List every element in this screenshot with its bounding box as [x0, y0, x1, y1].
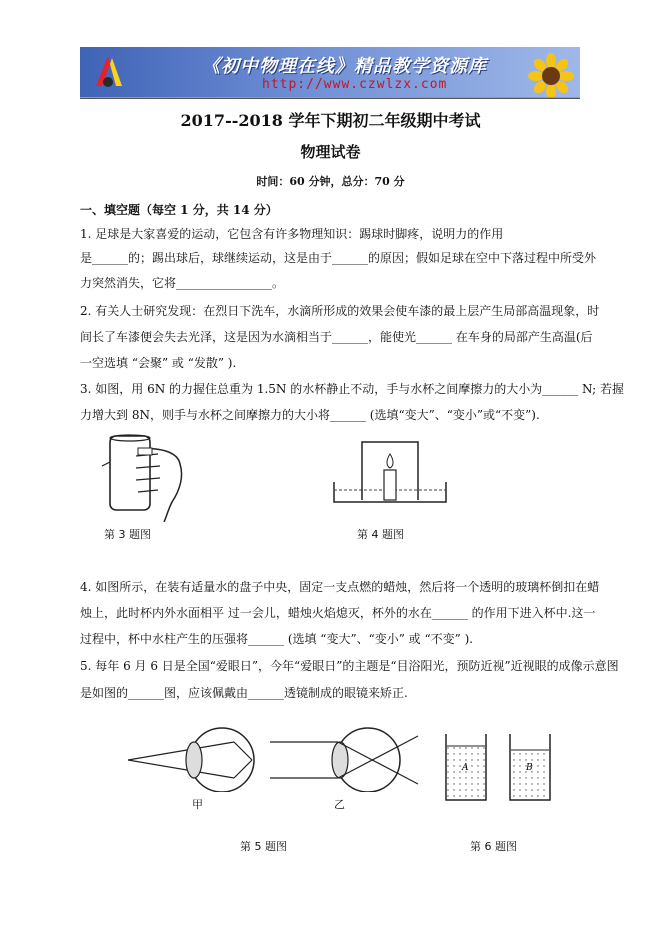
- text-line: 4. 如图所示，在装有适量水的盘子中央，固定一支点燃的蜡烛，然后将一个透明的玻璃杯倒扣在蜡: [80, 580, 600, 594]
- exam-title: 2017--2018 学年下期初二年级期中考试: [180, 111, 481, 130]
- text-line: 一空选填 “会聚” 或 “发散” ).: [80, 356, 237, 370]
- section-heading: 一、填空题（每空 1 分，共 14 分）: [80, 203, 278, 217]
- logo-icon: [88, 52, 128, 92]
- text-line: 力突然消失，它将________________。: [80, 276, 285, 290]
- caption-fig3: 第 3 题图: [104, 528, 151, 541]
- figure-5-eye-jia: [124, 722, 276, 792]
- beaker-b-label: B: [526, 763, 533, 773]
- text-line: 过程中，杯中水柱产生的压强将______ (选填 “变大”、“变小” 或 “不变” ).: [80, 632, 474, 646]
- caption-eye-yi: 乙: [334, 798, 345, 811]
- header-rule: [80, 98, 580, 99]
- text-line: 力增大到 8N，则手与水杯之间摩擦力的大小将______ (选填“变大”、“变小”或“不变”).: [80, 408, 540, 422]
- figure-5-eye-yi: [268, 722, 428, 792]
- figure-6-beakers: [440, 728, 555, 806]
- banner-title: 《初中物理在线》精品教学资源库: [202, 56, 487, 77]
- text-line: 是______的；踢出球后，球继续运动，这是由于______的原因；假如足球在空中下落过程中所受外: [80, 251, 597, 265]
- caption-eye-jia: 甲: [192, 798, 203, 811]
- text-line: 烛上，此时杯内外水面相平 过一会儿，蜡烛火焰熄灭，杯外的水在______ 的作用下进入杯中.这一: [80, 606, 596, 620]
- caption-fig4: 第 4 题图: [357, 528, 404, 541]
- sunflower-icon: [528, 53, 574, 98]
- text-line: 3. 如图，用 6N 的力握住总重为 1.5N 的水杯静止不动，手与水杯之间摩擦力的大小为______ N; 若握: [80, 382, 624, 396]
- beaker-a-label: A: [462, 763, 469, 773]
- text-line: 2. 有关人士研究发现：在烈日下洗车，水滴所形成的效果会使车漆的最上层产生局部高温现象，时: [80, 304, 600, 318]
- text-line: 是如图的______图，应该佩戴由______透镜制成的眼镜来矫正.: [80, 686, 408, 700]
- text-line: 1. 足球是大家喜爱的运动，它包含有许多物理知识：踢球时脚疼，说明力的作用: [80, 227, 504, 241]
- text-line: 5. 每年 6 月 6 日是全国“爱眼日”，今年“爱眼日”的主题是“目浴阳光，预防近视”近视眼的成像示意图: [80, 659, 619, 673]
- header-banner: [80, 47, 580, 98]
- exam-subject: 物理试卷: [300, 143, 361, 161]
- exam-meta: 时间：60 分钟，总分：70 分: [256, 175, 405, 188]
- banner-url: http://www.czwlzx.com: [262, 77, 448, 92]
- figure-4-candle-glass: [330, 436, 450, 506]
- caption-fig5: 第 5 题图: [240, 840, 287, 853]
- text-line: 间长了车漆便会失去光泽，这是因为水滴相当于______，能使光______ 在车身的局部产生高温(后: [80, 330, 593, 344]
- figure-3-hand-cup: [98, 432, 208, 522]
- caption-fig6: 第 6 题图: [470, 840, 517, 853]
